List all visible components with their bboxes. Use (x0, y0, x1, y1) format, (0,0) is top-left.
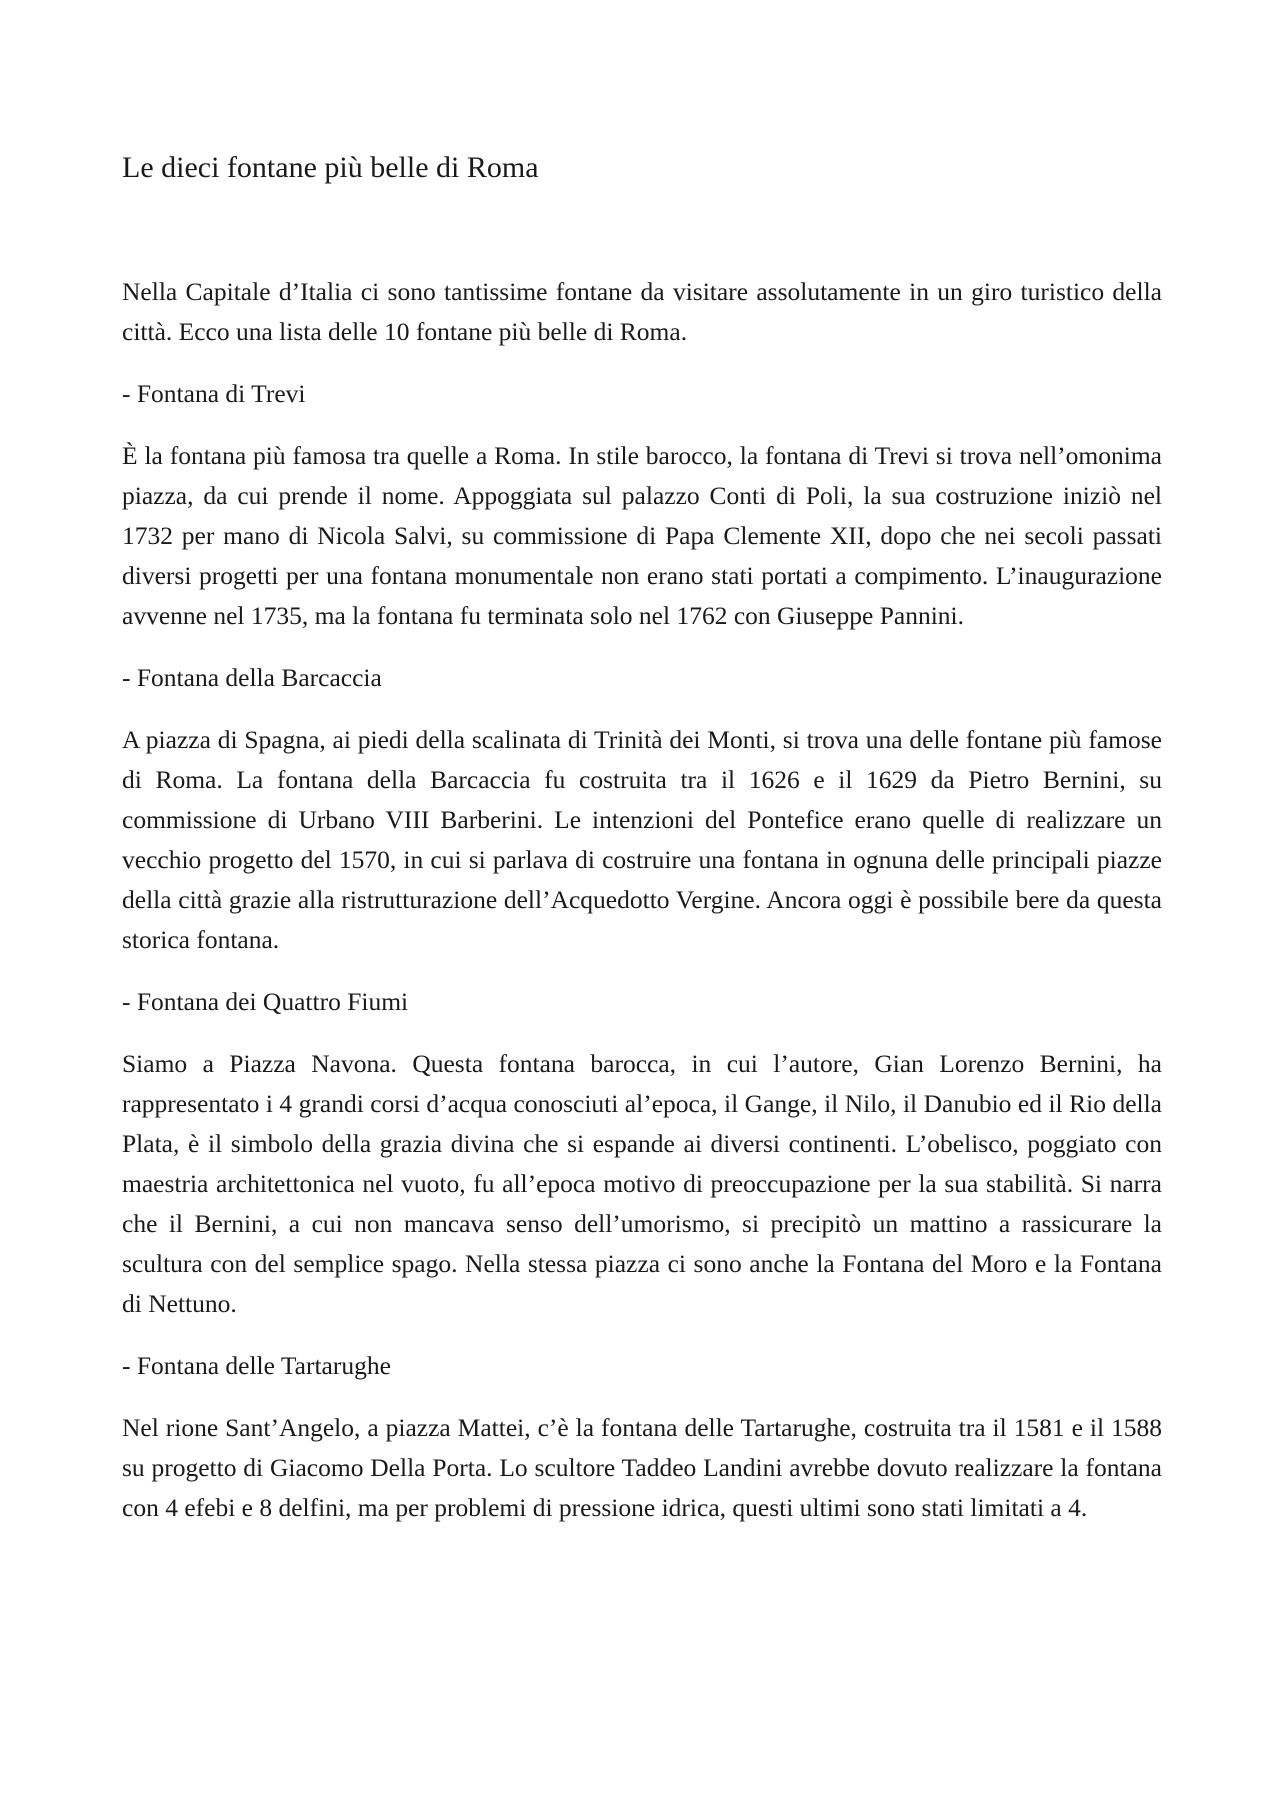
document-page (122, 150, 1162, 1550)
section-tartarughe (122, 1346, 1162, 1528)
section-body: A piazza di Spagna, ai piedi della scalinata di Trinità dei Monti, si trova una delle fontane più famose di Roma. La fontana della Barcaccia fu costruita tra il 1626 e il 1629 da Pietro Bernini, su commissione di Urbano VIII Barberini. Le intenzioni del Pontefice erano quelle di realizzare un vecchio progetto del 1570, in cui si parlava di costruire una fontana in ognuna delle principali piazze della città grazie alla ristrutturazione dell’Acquedotto Vergine. Ancora oggi è possibile bere da questa storica fontana. (122, 725, 1162, 954)
section-heading: - Fontana dei Quattro Fiumi (122, 987, 409, 1016)
intro-paragraph: Nella Capitale d’Italia ci sono tantissime fontane da visitare assolutamente in un giro turistico della città. Ecco una lista delle 10 fontane più belle di Roma. (122, 277, 1162, 346)
section-quattro-fiumi (122, 982, 1162, 1324)
section-heading: - Fontana delle Tartarughe (122, 1351, 391, 1380)
document-title: Le dieci fontane più belle di Roma (122, 151, 539, 184)
section-trevi (122, 374, 1162, 636)
section-body: È la fontana più famosa tra quelle a Roma. In stile barocco, la fontana di Trevi si trova nell’omonima piazza, da cui prende il nome. Appoggiata sul palazzo Conti di Poli, la sua costruzione iniziò nel 1732 per mano di Nicola Salvi, su commissione di Papa Clemente XII, dopo che nei secoli passati diversi progetti per una fontana monumentale non erano stati portati a compimento. L’inaugurazione avvenne nel 1735, ma la fontana fu terminata solo nel 1762 con Giuseppe Pannini. (122, 441, 1162, 630)
section-barcaccia (122, 658, 1162, 960)
section-heading: - Fontana di Trevi (122, 379, 306, 408)
section-heading: - Fontana della Barcaccia (122, 663, 382, 692)
section-body: Nel rione Sant’Angelo, a piazza Mattei, c’è la fontana delle Tartarughe, costruita tra il 1581 e il 1588 su progetto di Giacomo Della Porta. Lo scultore Taddeo Landini avrebbe dovuto realizzare la fontana con 4 efebi e 8 delfini, ma per problemi di pressione idrica, questi ultimi sono stati limitati a 4. (122, 1413, 1162, 1522)
section-body: Siamo a Piazza Navona. Questa fontana barocca, in cui l’autore, Gian Lorenzo Bernini, ha rappresentato i 4 grandi corsi d’acqua conosciuti al’epoca, il Gange, il Nilo, il Danubio ed il Rio della Plata, è il simbolo della grazia divina che si espande ai diversi continenti. L’obelisco, poggiato con maestria architettonica nel vuoto, fu all’epoca motivo di preoccupazione per la sua stabilità. Si narra che il Bernini, a cui non mancava senso dell’umorismo, si precipitò un mattino a rassicurare la scultura con del semplice spago. Nella stessa piazza ci sono anche la Fontana del Moro e la Fontana di Nettuno. (122, 1049, 1162, 1318)
